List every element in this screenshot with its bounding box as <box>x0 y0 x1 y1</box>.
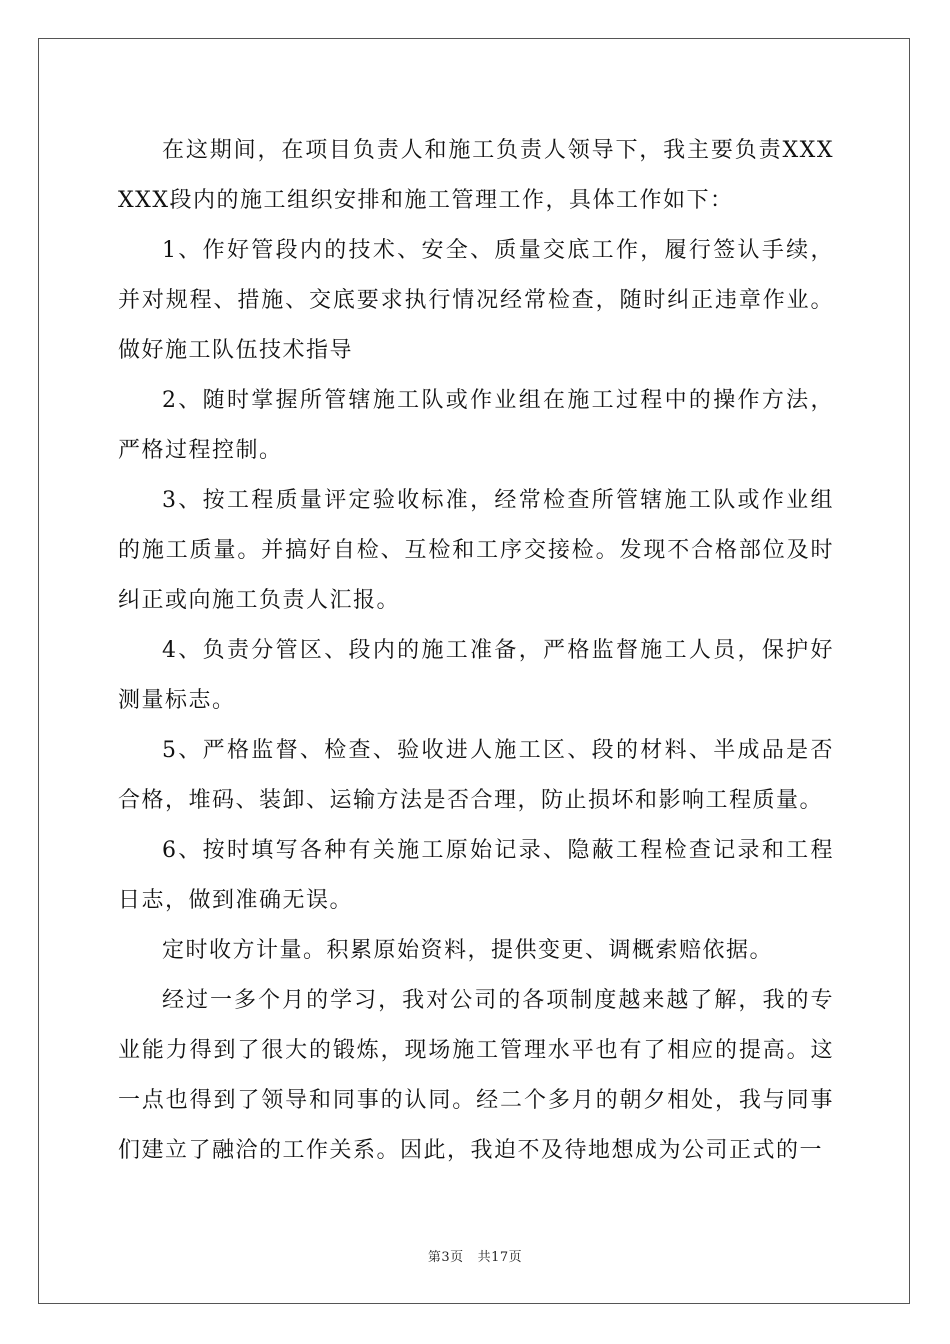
paragraph-item-4: 4、负责分管区、段内的施工准备，严格监督施工人员，保护好测量标志。 <box>118 638 834 713</box>
paragraph-item-2: 2、随时掌握所管辖施工队或作业组在施工过程中的操作方法，严格过程控制。 <box>118 388 834 463</box>
paragraph-item-6: 6、按时填写各种有关施工原始记录、隐蔽工程检查记录和工程日志，做到准确无误。 <box>118 838 834 913</box>
page-footer <box>0 1246 950 1265</box>
document-body <box>118 126 834 1176</box>
page-number-total: 共17页 <box>477 1250 523 1265</box>
paragraph-item-1: 1、作好管段内的技术、安全、质量交底工作，履行签认手续，并对规程、措施、交底要求执行情况经常检查，随时纠正违章作业。做好施工队伍技术指导 <box>118 238 834 363</box>
paragraph-item-5: 5、严格监督、检查、验收进人施工区、段的材料、半成品是否合格，堆码、装卸、运输方法是否合理，防止损坏和影响工程质量。 <box>118 738 834 813</box>
paragraph-intro: 在这期间，在项目负责人和施工负责人领导下，我主要负责XXXXXX段内的施工组织安排和施工管理工作，具体工作如下： <box>118 138 834 213</box>
paragraph-measurement: 定时收方计量。积累原始资料，提供变更、调概索赔依据。 <box>162 938 774 963</box>
paragraph-summary: 经过一多个月的学习，我对公司的各项制度越来越了解，我的专业能力得到了很大的锻炼，现场施工管理水平也有了相应的提高。这一点也得到了领导和同事的认同。经二个多月的朝夕相处，我与同事们建立了融洽的工作关系。因此，我迫不及待地想成为公司正式的一 <box>118 988 834 1163</box>
page-number-current: 第3页 <box>427 1250 464 1265</box>
paragraph-item-3: 3、按工程质量评定验收标准，经常检查所管辖施工队或作业组的施工质量。并搞好自检、互检和工序交接检。发现不合格部位及时纠正或向施工负责人汇报。 <box>118 488 834 613</box>
